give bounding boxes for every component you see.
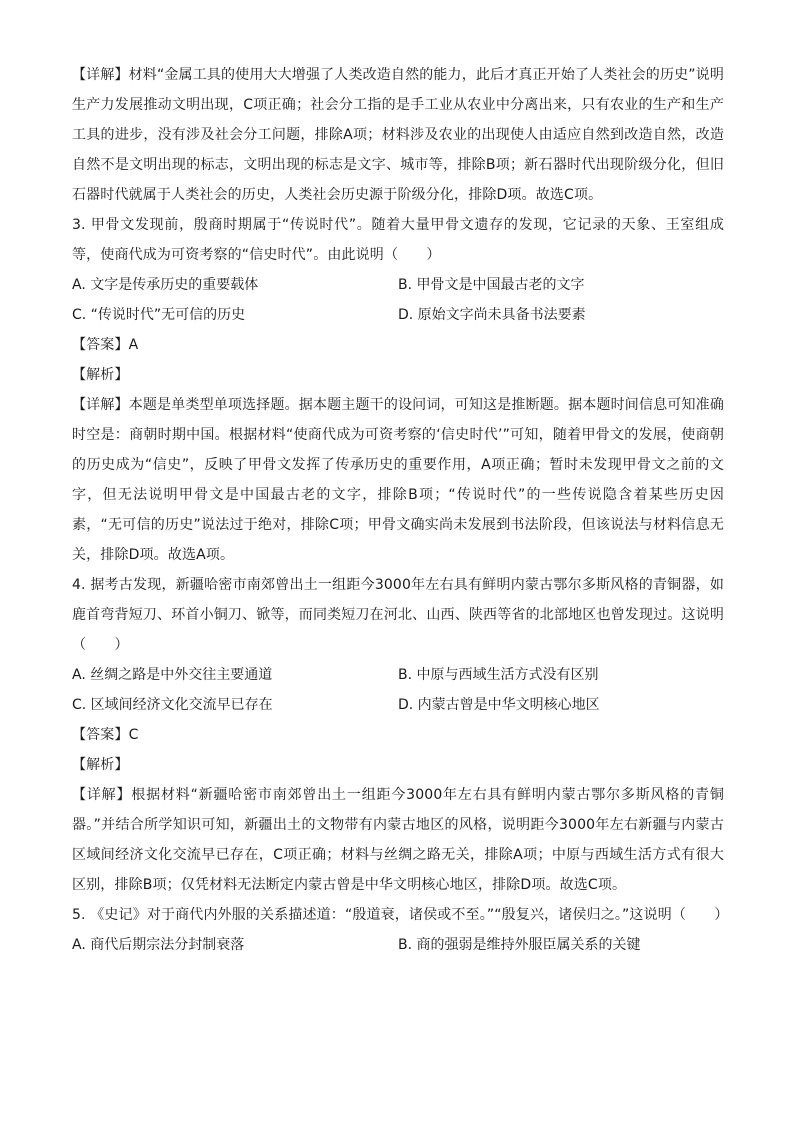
q4-detail: [72, 780, 724, 900]
document-page: [72, 60, 729, 960]
option-a: A. 文字是传承历史的重要载体: [72, 277, 259, 293]
answer-value: A: [128, 337, 139, 353]
q3-stem: 3. 甲骨文发现前，殷商时期属于“传说时代”。随着大量甲骨文遗存的发现，它记录的天象、王室组成等，使商代成为可资考察的“信史时代”。由此说明（ ）: [72, 217, 724, 263]
q4-options-row-2: [72, 690, 724, 720]
q4-analysis-tag: 【解析】: [72, 757, 129, 773]
detail-tag: 【详解】: [72, 787, 132, 803]
option-c: C. “传说时代”无可信的历史: [72, 307, 246, 323]
answer-tag: 【答案】: [72, 727, 129, 743]
q3-analysis-tag: 【解析】: [72, 367, 129, 383]
q3-detail: [72, 390, 724, 570]
answer-value: C: [128, 727, 139, 743]
q4-answer: [72, 720, 724, 750]
q4-options-row-1: [72, 660, 724, 690]
option-b: B. 商的强弱是维持外服臣属关系的关键: [398, 937, 641, 953]
q2-detail: [72, 60, 724, 210]
detail-tag: 【详解】: [72, 397, 129, 413]
detail-text: 本题是单类型单项选择题。据本题主题干的设问词，可知这是推断题。据本题时间信息可知准确时空是：商朝时期中国。根据材料“使商代成为可资考察的‘信史时代’”可知，随着甲骨文的发展，使商朝的历史成为“信史”，反映了甲骨文发挥了传承历史的重要作用，A项正确；暂时未发现甲骨文之前的文字，但无法说明甲骨文是中国最古老的文字，排除B项；“传说时代”的一些传说隐含着某些历史因素，“无可信的历史”说法过于绝对，排除C项；甲骨文确实尚未发展到书法阶段，但该说法与材料信息无关，排除D项。故选A项。: [72, 397, 724, 563]
option-a: A. 丝绸之路是中外交往主要通道: [72, 667, 273, 683]
option-d: D. 内蒙古曾是中华文明核心地区: [398, 697, 600, 713]
q3-options-row-2: [72, 300, 724, 330]
detail-text: 材料“金属工具的使用大大增强了人类改造自然的能力，此后才真正开始了人类社会的历史”说明生产力发展推动文明出现，C项正确；社会分工指的是手工业从农业中分离出来，只有农业的生产和生产工具的进步，没有涉及社会分工问题，排除A项；材料涉及农业的出现使人由适应自然到改造自然，改造自然不是文明出现的标志，文明出现的标志是文字、城市等，排除B项；新石器时代出现阶级分化，但旧石器时代就属于人类社会的历史，人类社会历史源于阶级分化，排除D项。故选C项。: [72, 67, 724, 203]
q5-options-row-1: [72, 930, 724, 960]
option-d: D. 原始文字尚未具备书法要素: [398, 307, 586, 323]
q5-stem: 5. 《史记》对于商代内外服的关系描述道：“殷道衰，诸侯或不至。”“殷复兴，诸侯归之。”这说明（ ）: [72, 907, 729, 923]
q3-answer: [72, 330, 724, 360]
q4-stem: 4. 据考古发现，新疆哈密市南郊曾出土一组距今3000年左右具有鲜明内蒙古鄂尔多斯风格的青铜器，如鹿首弯背短刀、环首小铜刀、锨等，而同类短刀在河北、山西、陕西等省的北部地区也曾发现过。这说明（ ）: [72, 577, 724, 653]
option-c: C. 区域间经济文化交流早已存在: [72, 697, 273, 713]
answer-tag: 【答案】: [72, 337, 129, 353]
option-b: B. 中原与西域生活方式没有区别: [398, 667, 599, 683]
detail-text: 根据材料“新疆哈密市南郊曾出土一组距今3000年左右具有鲜明内蒙古鄂尔多斯风格的青铜器。”并结合所学知识可知，新疆出土的文物带有内蒙古地区的风格，说明距今3000年左右新疆与内蒙古区域间经济文化交流早已存在，C项正确；材料与丝绸之路无关，排除A项；中原与西域生活方式有很大区别，排除B项；仅凭材料无法断定内蒙古曾是中华文明核心地区，排除D项。故选C项。: [72, 787, 724, 893]
option-a: A. 商代后期宗法分封制衰落: [72, 937, 245, 953]
option-b: B. 甲骨文是中国最古老的文字: [398, 277, 585, 293]
detail-tag: 【详解】: [72, 67, 129, 83]
q3-options-row-1: [72, 270, 724, 300]
